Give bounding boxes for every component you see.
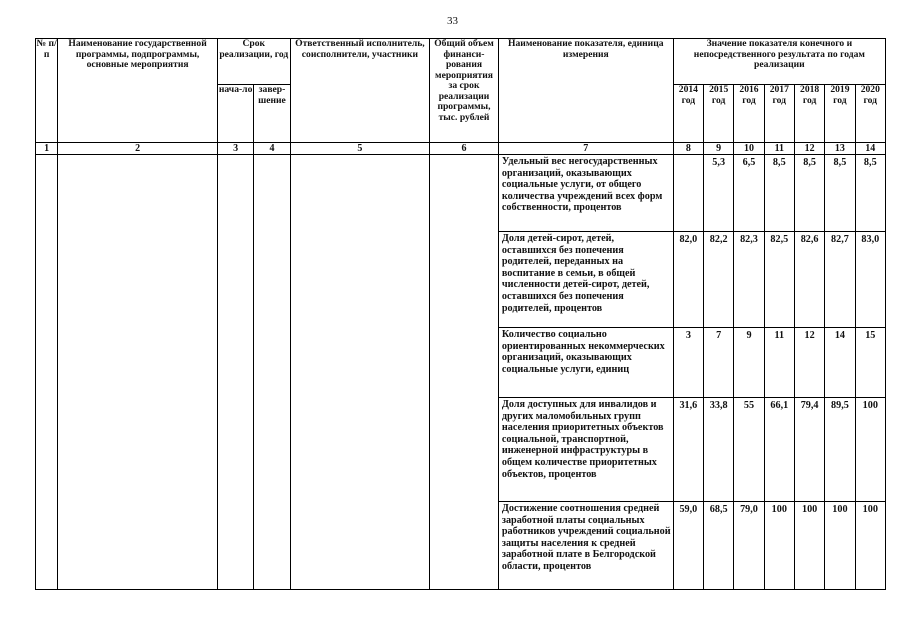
indicator-value: 82,3: [734, 232, 764, 328]
indicator-value: 100: [855, 398, 885, 502]
indicator-value: 8,5: [794, 155, 824, 232]
indicator-value: 8,5: [825, 155, 855, 232]
indicator-value: [673, 155, 703, 232]
empty-cell: [58, 155, 218, 590]
indicator-value: 14: [825, 328, 855, 398]
indicator-value: 100: [764, 502, 794, 590]
column-number: 7: [498, 143, 673, 155]
indicator-value: 89,5: [825, 398, 855, 502]
indicator-value: 82,0: [673, 232, 703, 328]
indicator-value: 100: [855, 502, 885, 590]
indicator-value: 82,6: [794, 232, 824, 328]
header-num: № п/п: [36, 39, 58, 143]
indicator-value: 66,1: [764, 398, 794, 502]
column-number: 14: [855, 143, 885, 155]
column-number: 8: [673, 143, 703, 155]
indicator-value: 82,5: [764, 232, 794, 328]
indicator-value: 59,0: [673, 502, 703, 590]
table-row: [36, 155, 886, 232]
empty-cell: [254, 155, 290, 590]
indicator-value: 8,5: [764, 155, 794, 232]
indicator-value: 12: [794, 328, 824, 398]
indicator-value: 79,4: [794, 398, 824, 502]
indicator-value: 15: [855, 328, 885, 398]
empty-cell: [217, 155, 253, 590]
column-number: 11: [764, 143, 794, 155]
header-year: 2019 год: [825, 85, 855, 143]
column-number: 13: [825, 143, 855, 155]
indicator-name: Удельный вес негосударственных организаций, оказывающих социальные услуги, от общего количества учреждений всех форм собственности, процентов: [498, 155, 673, 232]
indicator-value: 55: [734, 398, 764, 502]
header-name: Наименование государственной программы, подпрограммы, основные мероприятия: [58, 39, 218, 143]
indicator-value: 68,5: [704, 502, 734, 590]
header-year: 2017 год: [764, 85, 794, 143]
indicator-name: Количество социально ориентированных некоммерческих организаций, оказывающих социальные услуги, единиц: [498, 328, 673, 398]
header-year: 2015 год: [704, 85, 734, 143]
column-number: 6: [430, 143, 499, 155]
indicator-value: 100: [794, 502, 824, 590]
column-number: 3: [217, 143, 253, 155]
indicator-value: 79,0: [734, 502, 764, 590]
indicator-value: 100: [825, 502, 855, 590]
indicator-value: 33,8: [704, 398, 734, 502]
header-executor: Ответственный исполнитель, соисполнители, участники: [290, 39, 429, 143]
indicator-value: 31,6: [673, 398, 703, 502]
column-number: 9: [704, 143, 734, 155]
header-year: 2018 год: [794, 85, 824, 143]
indicator-value: 7: [704, 328, 734, 398]
empty-cell: [290, 155, 429, 590]
indicator-value: 3: [673, 328, 703, 398]
indicator-name: Доля детей-сирот, детей, оставшихся без попечения родителей, переданных на воспитание в семьи, в общей численности детей-сирот, детей, оставшихся без попечения родителей, процентов: [498, 232, 673, 328]
empty-cell: [36, 155, 58, 590]
column-number: 2: [58, 143, 218, 155]
header-volume: Общий объем финанси-рования мероприятия за срок реализации программы, тыс. рублей: [430, 39, 499, 143]
empty-cell: [430, 155, 499, 590]
indicator-name: Достижение соотношения средней заработной платы социальных работников учреждений социальной защиты населения к средней заработной плате в Белгородской области, процентов: [498, 502, 673, 590]
header-year: 2020 год: [855, 85, 885, 143]
column-number: 10: [734, 143, 764, 155]
indicator-name: Доля доступных для инвалидов и других маломобильных групп населения приоритетных объектов социальной, транспортной, инженерной инфраструктуры в общем количестве приоритетных объектов, процентов: [498, 398, 673, 502]
indicator-value: 83,0: [855, 232, 885, 328]
column-number: 5: [290, 143, 429, 155]
indicator-value: 8,5: [855, 155, 885, 232]
indicator-value: 11: [764, 328, 794, 398]
header-term-end: завер-шение: [254, 85, 290, 143]
header-term-start: нача-ло: [217, 85, 253, 143]
column-number: 4: [254, 143, 290, 155]
header-year: 2016 год: [734, 85, 764, 143]
column-number: 1: [36, 143, 58, 155]
indicator-value: 5,3: [704, 155, 734, 232]
header-term: Срок реализации, год: [217, 39, 290, 85]
header-values: Значение показателя конечного и непосредственного результата по годам реализации: [673, 39, 885, 85]
indicator-value: 6,5: [734, 155, 764, 232]
indicator-value: 9: [734, 328, 764, 398]
page-number: 33: [447, 15, 458, 27]
program-table: [35, 38, 886, 590]
header-indicator: Наименование показателя, единица измерения: [498, 39, 673, 143]
column-number: 12: [794, 143, 824, 155]
indicator-value: 82,2: [704, 232, 734, 328]
indicator-value: 82,7: [825, 232, 855, 328]
header-year: 2014 год: [673, 85, 703, 143]
